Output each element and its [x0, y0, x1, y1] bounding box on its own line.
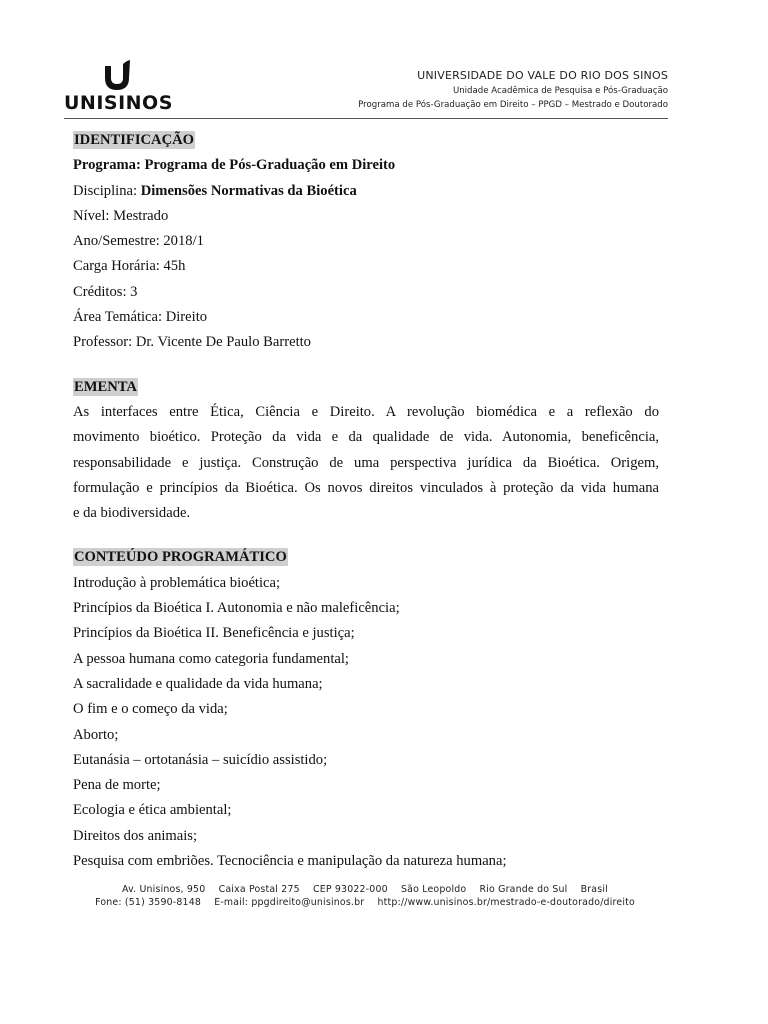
- footer-email: E-mail: ppgdireito@unisinos.br: [214, 896, 365, 908]
- list-item: Princípios da Bioética I. Autonomia e não maleficência;: [73, 600, 400, 617]
- ementa-line: As interfaces entre Ética, Ciência e Direito. A revolução biomédica e a reflexão do: [73, 403, 659, 420]
- list-item: Princípios da Bioética II. Beneficência e justiça;: [73, 625, 355, 642]
- nivel-line: Nível: Mestrado: [73, 207, 169, 224]
- ementa-line: formulação e princípios da Bioética. Os novos direitos vinculados à proteção da vida humana: [73, 479, 659, 496]
- section-heading-identificacao: IDENTIFICAÇÃO: [74, 132, 195, 148]
- ementa-text: [73, 400, 659, 526]
- footer-address-line: [0, 884, 730, 897]
- footer-city: São Leopoldo: [400, 884, 467, 895]
- ementa-line: movimento bioético. Proteção da vida e da qualidade de vida. Autonomia, beneficência,: [73, 429, 659, 446]
- section-heading-ementa: EMENTA: [74, 378, 137, 395]
- header-university: UNIVERSIDADE DO VALE DO RIO DOS SINOS: [417, 69, 668, 82]
- page-footer: [0, 884, 730, 909]
- disciplina-label: Disciplina:: [73, 182, 141, 199]
- list-item: O fim e o começo da vida;: [73, 701, 228, 718]
- list-item: Eutanásia – ortotanásia – suicídio assistido;: [73, 751, 328, 768]
- footer-contact-line: [0, 897, 730, 910]
- list-item: Pesquisa com embriões. Tecnociência e manipulação da natureza humana;: [73, 853, 507, 870]
- footer-state: Rio Grande do Sul: [479, 884, 568, 895]
- list-item: Pena de morte;: [73, 777, 161, 794]
- list-item: Aborto;: [73, 726, 119, 743]
- footer-url[interactable]: http://www.unisinos.br/mestrado-e-doutorado/direito: [377, 896, 635, 908]
- footer-fone: Fone: (51) 3590-8148: [95, 896, 202, 908]
- header-unit: Unidade Acadêmica de Pesquisa e Pós-Graduação: [452, 86, 668, 96]
- footer-caixa: Caixa Postal 275: [218, 884, 300, 895]
- document-body: [73, 128, 659, 874]
- section-heading-conteudo: CONTEÚDO PROGRAMÁTICO: [74, 549, 287, 566]
- list-item: A pessoa humana como categoria fundamental;: [73, 650, 349, 667]
- unisinos-logo: [64, 60, 174, 114]
- disciplina-value: Dimensões Normativas da Bioética: [140, 182, 357, 199]
- area-line: Área Temática: Direito: [73, 309, 208, 326]
- unisinos-emblem-icon: [102, 60, 132, 92]
- disciplina-line: [73, 179, 659, 204]
- footer-address: Av. Unisinos, 950: [122, 884, 206, 895]
- footer-cep: CEP 93022-000: [312, 884, 388, 895]
- ementa-line: responsabilidade e justiça. Construção de uma perspectiva jurídica da Bioética. Origem,: [73, 454, 659, 471]
- header-institution: [358, 68, 668, 112]
- list-item: Ecologia e ética ambiental;: [73, 802, 232, 819]
- programa-line: Programa: Programa de Pós-Graduação em Direito: [73, 157, 396, 174]
- list-item: A sacralidade e qualidade da vida humana;: [73, 675, 323, 692]
- professor-line: Professor: Dr. Vicente De Paulo Barretto: [73, 334, 311, 351]
- list-item: Introdução à problemática bioética;: [73, 574, 281, 591]
- header-program: Programa de Pós-Graduação em Direito – PPGD – Mestrado e Doutorado: [358, 100, 668, 110]
- logo-wordmark: UNISINOS: [64, 92, 173, 114]
- header-divider: [64, 118, 668, 119]
- creditos-line: Créditos: 3: [73, 283, 138, 300]
- conteudo-list: [73, 571, 659, 875]
- ementa-line: e da biodiversidade.: [73, 505, 191, 522]
- list-item: Direitos dos animais;: [73, 827, 198, 844]
- ano-line: Ano/Semestre: 2018/1: [73, 233, 204, 250]
- carga-line: Carga Horária: 45h: [73, 258, 186, 275]
- footer-country: Brasil: [580, 884, 608, 895]
